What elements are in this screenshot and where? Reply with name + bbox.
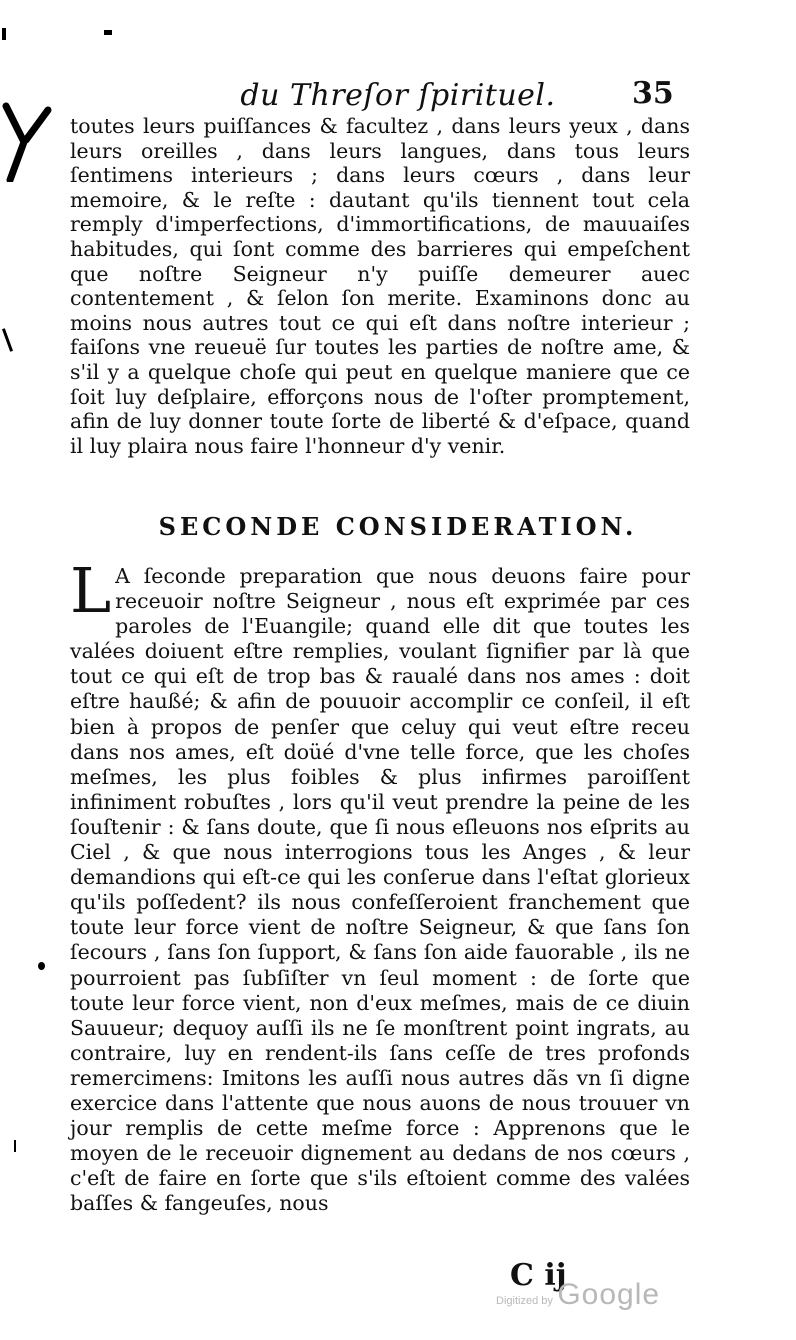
page-number: 35	[632, 76, 674, 111]
section-heading: SECONDE CONSIDERATION.	[158, 512, 638, 541]
margin-tick-mark	[2, 28, 6, 40]
watermark-brand: Google	[557, 1278, 661, 1311]
margin-dot-mark	[104, 30, 112, 35]
drop-cap: L	[70, 554, 112, 627]
signature-mark: C ij	[510, 1258, 567, 1293]
digitization-watermark	[496, 1278, 660, 1312]
paragraph: A ſeconde preparation que nous deuons faire pour receuoir noſtre Seigneur , nous eſt exprimée par ces paroles de l'Euangile; quand elle dit que toutes les valées doiuent eſtre remplies, voulant ſignifier par là que tout ce qui eſt de trop bas & raualé dans nos ames : doit eſtre haußé; & afin de pouuoir accomplir ce conſeil, il eſt bien à propos de penſer que celuy qui veut eſtre receu dans nos ames, eſt doüé d'vne telle force, que les choſes meſmes, les plus foibles & plus infirmes paroiſſent infiniment robuſtes , lors qu'il veut prendre la peine de les ſouſtenir : & ſans doute, que ſi nous eſleuons nos eſprits au Ciel , & que nous interrogions tous les Anges , & leur demandions qui eſt-ce qui les conſerue dans l'eſtat glorieux qu'ils poſſedent? ils nous confeſſeroient franchement que toute leur force vient de noſtre Seigneur, & que ſans ſon ſecours , ſans ſon ſupport, & ſans ſon aide fauorable , ils ne pourroient pas ſubſiſter vn ſeul moment : de ſorte que toute leur force vient, non d'eux meſmes, mais de ce diuin Sauueur; dequoy auſſi ils ne ſe monſtrent point ingrats, au contraire, luy en rendent-ils ſans ceſſe de tres profonds remercimens: Imitons les auſſi nous autres dãs vn ſi digne exercice dans l'attente que nous auons de nous trouuer vn jour remplis de cette meſme force : Apprenons que le moyen de le receuoir dignement au dedans de nos cœurs , c'eſt de faire en ſorte que s'ils eſtoient comme des valées baſſes & fangeuſes, nous	[70, 564, 690, 1216]
running-head: du Threſor ſpirituel.	[240, 78, 556, 113]
body-text-block	[70, 554, 690, 1216]
margin-tick-mark	[14, 1140, 16, 1152]
body-text-block	[70, 114, 690, 458]
watermark-prefix: Digitized by	[496, 1295, 553, 1307]
paragraph: toutes leurs puiſſances & facultez , dans leurs yeux , dans leurs oreilles , dans leurs langues, dans tous leurs ſentimens interieurs ; dans leurs cœurs , dans leur memoire, & le reſte : dautant qu'ils tiennent tout cela remply d'imperfections, d'immortifications, de mauuaiſes habitudes, qui ſont comme des barrieres qui empeſchent que noſtre Seigneur n'y puiſſe demeurer auec contentement , & ſelon ſon merite. Examinons donc au moins nous autres tout ce qui eſt dans noſtre interieur ; faiſons vne reueuë ſur toutes les parties de noſtre ame, & s'il y a quelque choſe qui peut en quelque maniere que ce ſoit luy deſplaire, efforçons nous de l'oſter promptement, afin de luy donner toute ſorte de liberté & d'eſpace, quand il luy plaira nous faire l'honneur d'y venir.	[70, 114, 690, 458]
margin-tick-mark	[2, 328, 13, 352]
margin-dot-mark	[38, 962, 45, 970]
binding-stroke-icon	[2, 102, 52, 182]
